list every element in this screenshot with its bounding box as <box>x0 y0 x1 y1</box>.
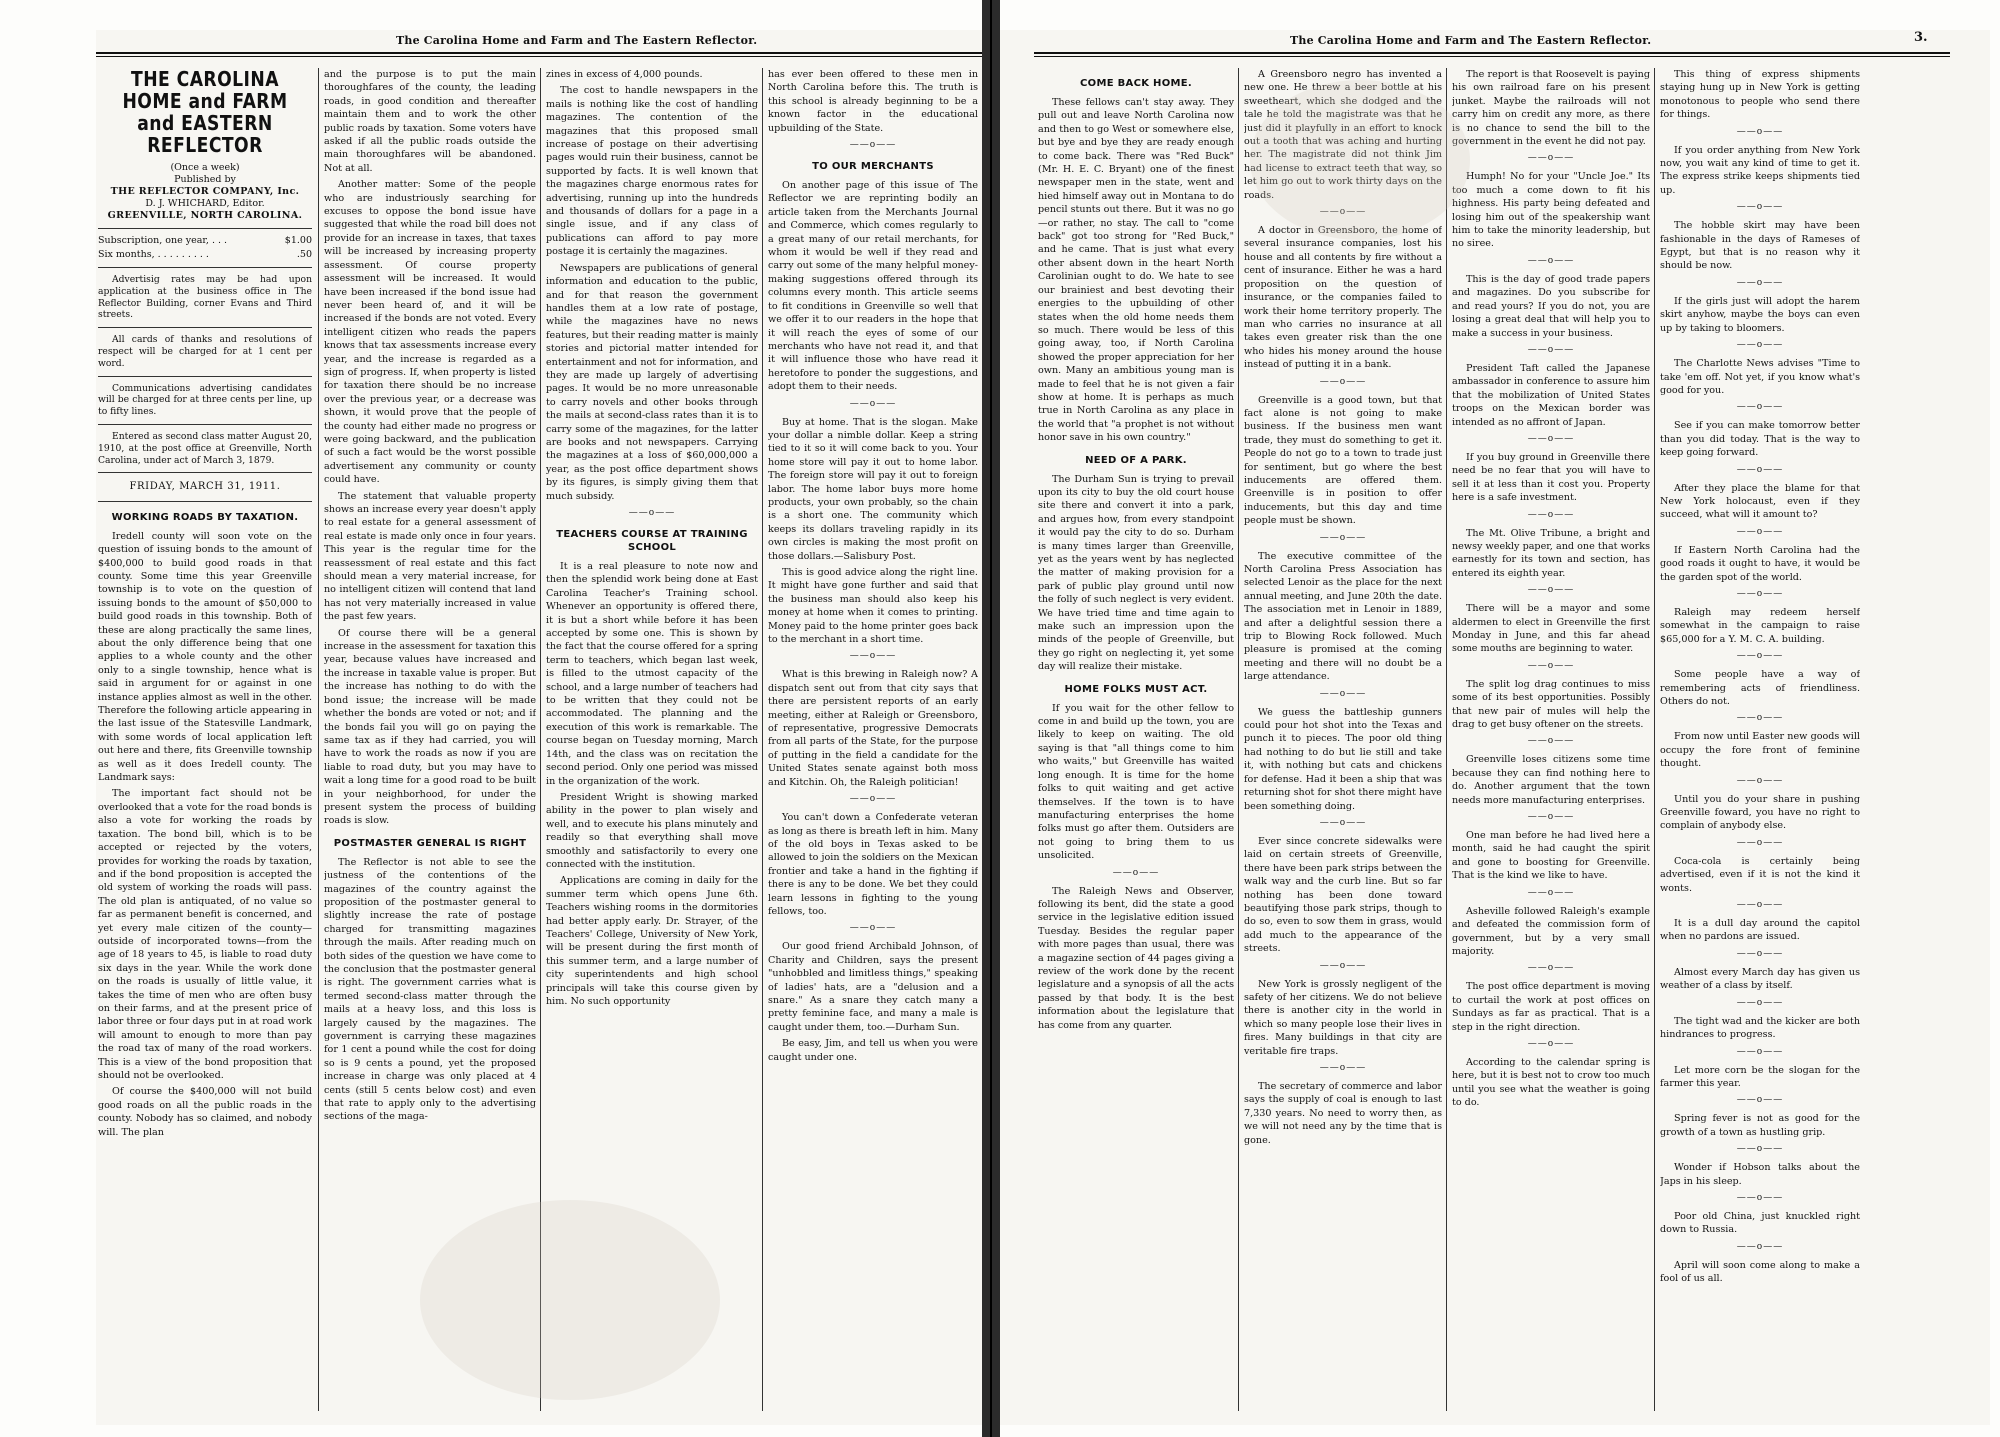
header-rule-right <box>1034 52 1950 54</box>
masthead-divider <box>98 376 312 377</box>
article-paragraph: The tight wad and the kicker are both hindrances to progress. <box>1660 1015 1860 1041</box>
article-paragraph: If you wait for the other fellow to come in and build up the town, you are likely to keep on waiting. The old saying is that "all things come to him who waits," but Greenville has waited long enough. It is time for the home folks to quit waiting and get active themselves. If the town is to have manufacturing enterprises the home folks must go after them. Outsiders are not going to bring them to us unsolicited. <box>1038 702 1234 862</box>
article-paragraph: Wonder if Hobson talks about the Japs in his sleep. <box>1660 1162 1860 1187</box>
section-separator <box>1452 434 1650 445</box>
article-paragraph: Coca-cola is certainly being advertised, even if it is not the kind it wonts. <box>1660 855 1860 894</box>
article-paragraph: The cost to handle newspapers in the mails is nothing like the cost of handling magazines. The contention of the magazines that this proposed small increase of postage on their advertising pages would ruin their business, cannot be supported by facts. It is well known that the magazines charge enormous rates for advertising, running up into the hundreds and thousands of dollars for a page in a single issue, and if any class of publications can afford to pay more postage it is certainly the magazines. <box>546 85 758 258</box>
article-paragraph: Our good friend Archibald Johnson, of Charity and Children, says the present "unhobbled and limitless things," speaking of ladies' hats, are a "delusion and a snare." As a snare they catch many a pretty feminine face, and many a male is caught under them, too.—Durham Sun. <box>768 941 978 1033</box>
header-rule-right-thin <box>1034 56 1950 57</box>
article-paragraph: This thing of express shipments staying hung up in New York is getting monotonous to people who send there for things. <box>1660 69 1860 121</box>
article-paragraph: What is this brewing in Raleigh now? A dispatch sent out from that city says that there are persistent reports of an early meeting, either at Raleigh or Greensboro, of representative, progressive Democrats from all parts of the State, for the purpose of putting in the field a candidate for the United States senate against both moss and Kitchin. Oh, the Raleigh politician! <box>768 669 978 788</box>
masthead-divider <box>98 472 312 473</box>
running-head-left: The Carolina Home and Farm and The Eastern Reflector. <box>396 34 758 47</box>
masthead-divider <box>98 327 312 328</box>
section-separator <box>1660 651 1860 662</box>
section-separator <box>1660 1242 1860 1253</box>
article-heading: WORKING ROADS BY TAXATION. <box>111 511 299 523</box>
article-paragraph: If the girls just will adopt the harem skirt anyhow, maybe the boys can even up by taking to bloomers. <box>1660 295 1860 334</box>
section-separator <box>1660 278 1860 289</box>
section-separator <box>1452 256 1650 267</box>
article-paragraph: The important fact should not be overlooked that a vote for the road bonds is also a vote for working the roads by taxation. The bond bill, which is to be accepted or rejected by the voters, provides for working the roads by taxation, and if the bond proposition is accepted the old system of working the roads will pass. The old plan is antiquated, of no value so far as permanent benefit is concerned, and yet every male citizen of the county—outside of incorporated towns—from the age of 18 years to 45, is liable to road duty six days in the year. While the work done on the roads is usually of little value, it takes the time of men who are often busy on their farms, and at the present price of labor three or four days put in at road work will amount to enough to more than pay the road tax of many of the road workers. This is a view of the bond proposition that should not be overlooked. <box>98 788 312 1082</box>
masthead <box>98 68 312 502</box>
communications-notice: Communications advertising candidates will be charged for at three cents per line, up to fifty lines. <box>98 382 312 418</box>
running-head-right: The Carolina Home and Farm and The Eastern Reflector. <box>1290 34 1652 47</box>
section-separator <box>1660 713 1860 724</box>
article-paragraph: The executive committee of the North Carolina Press Association has selected Lenoir as the place for the next annual meeting, and June 20th the date. The association met in Lenoir in 1889, and after a delightful session there a trip to Blowing Rock followed. Much pleasure is promised at the coming meeting and there will no doubt be a large attendance. <box>1244 550 1442 683</box>
article-paragraph: Until you do your share in pushing Greenville foward, you have no right to complain of anybody else. <box>1660 793 1860 832</box>
article-paragraph: Let more corn be the slogan for the farmer this year. <box>1660 1064 1860 1089</box>
article-paragraph: From now until Easter new goods will occupy the fore front of feminine thought. <box>1660 731 1860 770</box>
section-separator <box>1660 1095 1860 1106</box>
article-paragraph: One man before he had lived here a month, said he had caught the spirit and gone to boosting for Greenville. That is the kind we like to have. <box>1452 830 1650 882</box>
article-paragraph: Newspapers are publications of general information and education to the public, and for that reason the government handles them at a low rate of postage, while the magazines have no news features, but their reading matter is mainly stories and pictorial matter intended for entertainment and not for information, and they are made up largely of advertising pages. It would be no more unreasonable to carry novels and other books through the mails at second-class rates than it is to carry some of the magazines, for the latter are books and not newspapers. Carrying the magazines at a loss of $60,000,000 a year, as the post office department shows by its figures, is simply giving them that much subsidy. <box>546 262 758 502</box>
article-paragraph: The post office department is moving to curtail the work at post offices on Sundays as far as practical. That is a step in the right direction. <box>1452 981 1650 1033</box>
section-separator <box>1660 340 1860 351</box>
article-paragraph: Almost every March day has given us weather of a class by itself. <box>1660 966 1860 992</box>
article-paragraph: The secretary of commerce and labor says the supply of coal is enough to last 7,330 years. No need to worry then, as we will not need any by the time that is gone. <box>1244 1081 1442 1146</box>
article-paragraph: The split log drag continues to miss some of its best opportunities. Possibly that new pair of mules will help the drag to get busy oftener on the streets. <box>1452 678 1650 731</box>
section-separator <box>1244 533 1442 544</box>
article-paragraph: New York is grossly negligent of the safety of her citizens. We do not believe there is another city in the world in which so many people lose their lives in fires. Many buildings in that city are veritable fire traps. <box>1244 978 1442 1057</box>
page-number: 3. <box>1914 30 1928 45</box>
masthead-divider <box>98 424 312 425</box>
section-separator <box>1660 202 1860 213</box>
article-heading: POSTMASTER GENERAL IS RIGHT <box>333 837 527 849</box>
section-separator <box>1660 838 1860 849</box>
subscription-year-price: $1.00 <box>284 235 312 246</box>
section-separator <box>1660 589 1860 600</box>
masthead-divider <box>98 267 312 268</box>
left-col-2 <box>324 68 536 1419</box>
article-paragraph: Another matter: Some of the people who are industriously searching for excuses to oppose the bond issue have suggested that while the road bill does not provide for an increase in taxes, that taxes will be increased by increasing property assessment. Of course property assessment will be increased. It would have been increased if the bond issue had never been heard of, and it will be increased if the bonds are not voted. Every intelligent citizen who reads the papers knows that tax assessments increase every year, and the increase is regarded as a sign of progress. If, when property is listed for taxation there should be no increase over the previous year, or a decrease was shown, it would prove that the people of the county had either made no progress or were going backward, and the publication of such a fact would be the worst possible advertisement any community or county could have. <box>324 179 536 486</box>
article-paragraph: These fellows can't stay away. They pull out and leave North Carolina now and then to go West or somewhere else, but bye and bye they are ready enough to come back. There was "Red Buck" (Mr. H. E. C. Bryant) one of the finest newspaper men in the state, went and hied himself away out in Montana to do pencil stunts out there. But it was no go—or rather, no stay. The call to "come back" got too strong for "Red Buck," and he came. That is just what every other absent down in the heart North Carolinian ought to do. We hate to see our brainiest and best devoting their energies to the upbuilding of other states when the old home needs them so much. There would be less of this going away, too, if North Carolina showed the proper appreciation for her own. Many an ambitious young man is made to feel that he is not given a fair show at home. It is perhaps as much true in North Carolina as any place in the world that "a prophet is not without honor save in his own country." <box>1038 97 1234 444</box>
section-separator <box>1244 207 1442 218</box>
article-paragraph: Greenville loses citizens some time because they can find nothing here to do. Another argument that the town needs more manufacturing enterprises. <box>1452 754 1650 806</box>
article-paragraph: We guess the battleship gunners could pour hot shot into the Texas and punch it to pieces. The poor old thing had nothing to do but lie still and take it, with nothing but cats and chickens for defense. Had it been a ship that was returning shot for shot there might have been something doing. <box>1244 706 1442 812</box>
column-rule <box>540 68 541 1411</box>
article-paragraph: Of course there will be a general increase in the assessment for taxation this year, because values have increased and the increase in taxable value is proper. But the increase has nothing to do with the bond issue; the increase will be made whether the bonds are voted or not; and if the bonds fail you will go on paying the same tax as if they had carried, you will have to work the roads as now if you are liable to road duty, but you may have to wait a long time for a good road to be built in your neighborhood, for under the present system the process of building roads is slow. <box>324 627 536 827</box>
article-heading: NEED OF A PARK. <box>1085 454 1187 466</box>
section-separator <box>1660 1047 1860 1058</box>
section-separator <box>768 399 978 410</box>
section-separator <box>1660 998 1860 1009</box>
section-separator <box>1038 868 1234 879</box>
section-separator <box>1244 689 1442 700</box>
article-paragraph: has ever been offered to these men in North Carolina before this. The truth is this school is already beginning to be a known factor in the educational upbuilding of the State. <box>768 69 978 134</box>
article-paragraph: The Mt. Olive Tribune, a bright and newsy weekly paper, and one that works earnestly for its town and section, has entered its eighth year. <box>1452 527 1650 579</box>
column-rule <box>1238 68 1239 1411</box>
right-page <box>1000 30 1990 1425</box>
article-paragraph: The Durham Sun is trying to prevail upon its city to buy the old court house site there and convert it into a park, and argues how, from every standpoint it would pay the city to do so. Durham is many times larger than Greenville, yet as the years went by has neglected the matter of making provision for a park of public play ground until now the folly of such neglect is very evident. We have tried time and time again to make such an impression upon the minds of the people of Greenville, but they go right on neglecting it, yet some day will realize their mistake. <box>1038 473 1234 673</box>
section-separator <box>1452 661 1650 672</box>
article-paragraph: President Wright is showing marked ability in the power to plan wisely and well, and to execute his plans minutely and readily so that everything shall move smoothly and satisfactorily to every one connected with the institution. <box>546 791 758 870</box>
article-paragraph: Iredell county will soon vote on the question of issuing bonds to the amount of $400,000 to build good roads in that county. Some time this year Greenville township is to vote on the question of issuing bonds to the amount of $50,000 to build good roads in this township. Both of these are along practically the same lines, about the only difference being that one applies to a whole county and the other only to a single township, hence what is said in argument for or against in one instance applies almost as well in the other. Therefore the following article appearing in the last issue of the Statesville Landmark, with some words of local application left out here and there, fits Greenville township as well as it does Iredell county. The Landmark says: <box>98 530 312 784</box>
article-paragraph: Be easy, Jim, and tell us when you were caught under one. <box>768 1038 978 1063</box>
masthead-divider <box>98 228 312 229</box>
section-separator <box>768 923 978 934</box>
subscription-six-label: Six months, . . . . . . . . . <box>98 249 209 260</box>
article-paragraph: Spring fever is not as good for the growth of a town as hustling grip. <box>1660 1113 1860 1138</box>
article-paragraph: Raleigh may redeem herself somewhat in the campaign to raise $65,000 for a Y. M. C. A. building. <box>1660 606 1860 645</box>
section-separator <box>1244 818 1442 829</box>
section-separator <box>1452 510 1650 521</box>
advertising-notice: Advertisig rates may be had upon application at the business office in The Reflector Building, corner Evans and Third streets. <box>98 274 312 321</box>
masthead-published-by: Published by <box>174 174 236 185</box>
article-paragraph: Ever since concrete sidewalks were laid on certain streets of Greenville, there have been park strips between the walk way and the curb line. But so far nothing has been done toward beautifying those park strips, though to do so, even to sow them in grass, would add much to the appearance of the streets. <box>1244 835 1442 955</box>
article-paragraph: The report is that Roosevelt is paying his own railroad fare on his present junket. Maybe the railroads will not carry him on credit any more, as there is no chance to send the bill to the government in the event he did not pay. <box>1452 69 1650 148</box>
section-separator <box>1452 345 1650 356</box>
right-col-3 <box>1452 68 1650 1419</box>
entered-notice: Entered as second class matter August 20, 1910, at the post office at Greenville, North Carolina, under act of March 3, 1879. <box>98 430 312 466</box>
left-col-1 <box>98 68 312 1419</box>
article-paragraph: Poor old China, just knuckled right down to Russia. <box>1660 1210 1860 1236</box>
article-paragraph: and the purpose is to put the main thoroughfares of the county, the leading roads, in good condition and thereafter maintain them and to work the other public roads by taxation. Some voters have asked if all the public roads outside the main thoroughfares will be abandoned. Not at all. <box>324 69 536 174</box>
article-paragraph: This is the day of good trade papers and magazines. Do you subscribe for and read yours? If you do not, you are losing a great deal that will help you to make a success in your business. <box>1452 273 1650 339</box>
section-separator <box>1452 888 1650 899</box>
article-paragraph: After they place the blame for that New York holocaust, even if they succeed, what will it amount to? <box>1660 482 1860 521</box>
article-paragraph: There will be a mayor and some aldermen to elect in Greenville the first Monday in June, and this far ahead some mouths are beginning to water. <box>1452 603 1650 655</box>
article-paragraph: It is a dull day around the capitol when no pardons are issued. <box>1660 918 1860 943</box>
article-paragraph: Greenville is a good town, but that fact alone is not going to make business. If the business men want trade, they must do something to get it. People do not go to a town to trade just for sentiment, but go where the best inducements are offered them. Greenville is in position to offer inducements, but this day and time people must be shown. <box>1244 394 1442 527</box>
article-paragraph: Humph! No for your "Uncle Joe." Its too much a come down to fit his highness. His party being defeated and losing him out of the speakership want him to take the minority leadership, but no siree. <box>1452 171 1650 250</box>
article-paragraph: If you order anything from New York now, you wait any kind of time to get it. The express strike keeps shipments tied up. <box>1660 144 1860 196</box>
article-paragraph: See if you can make tomorrow better than you did today. That is the way to keep going forward. <box>1660 420 1860 459</box>
article-paragraph: Some people have a way of remembering acts of friendliness. Others do not. <box>1660 669 1860 707</box>
article-paragraph: It is a real pleasure to note now and then the splendid work being done at East Carolina Teacher's Training school. Whenever an opportunity is offered there, it is but a short while before it has been accepted by some one. This is shown by the fact that the course offered for a spring term to teachers, which began last week, is filled to the utmost capacity of the school, and a large number of teachers had to be written that they could not be accommodated. The planning and the execution of this work is remarkable. The course began on Tuesday morning, March 14th, and the class was on recitation the second period. Only one period was missed in the organization of the work. <box>546 561 758 787</box>
masthead-divider <box>98 501 312 502</box>
subscription-year-label: Subscription, one year, . . . <box>98 235 228 246</box>
article-paragraph: If Eastern North Carolina had the good roads it ought to have, it would be the garden spot of the world. <box>1660 544 1860 583</box>
section-separator <box>768 794 978 805</box>
article-paragraph: The Reflector is not able to see the justness of the contentions of the magazines of the country against the proposition of the postmaster general to slightly increase the rate of postage charged for transmitting magazines through the mails. After reading much on both sides of the question we have come to the conclusion that the postmaster general is right. The government carries what is termed second-class matter through the mails at a heavy loss, and this loss is largely caused by the magazines. The government is carrying these magazines for 1 cent a pound while the cost for doing so is 9 cents a pound, yet the proposed increase in charge was only placed at 4 cents (still 5 cents below cost) and even that rate to apply only to the advertising sections of the maga- <box>324 856 536 1123</box>
article-paragraph: The Raleigh News and Observer, following its bent, did the state a good service in the legislative edition issued Tuesday. Besides the regular paper with more pages than usual, there was a magazine section of 44 pages giving a review of the work done by the recent legislature and a synopsis of all the acts passed by that body. It is the best information about the legislature that has come from any quarter. <box>1038 885 1234 1031</box>
subscription-year-row <box>98 235 312 247</box>
section-separator <box>1660 465 1860 476</box>
article-paragraph: The statement that valuable property shows an increase every year doesn't apply to real estate for a general assessment of real estate is made only once in four years. This year is the regular time for the reassessment of real estate and this fact should mean a very material increase, for no intelligent citizen will contend that land has not very materially increased in value the past few years. <box>324 490 536 623</box>
article-paragraph: You can't down a Confederate veteran as long as there is breath left in him. Many of the old boys in Texas asked to be allowed to join the soldiers on the Mexican frontier and take a hand in the fighting if there is any to be done. We bet they could learn lessons in fighting to the young fellows, too. <box>768 812 978 917</box>
article-paragraph: April will soon come along to make a fool of us all. <box>1660 1259 1860 1285</box>
masthead-publisher: THE REFLECTOR COMPANY, Inc. <box>110 186 300 197</box>
section-separator <box>1452 1039 1650 1050</box>
masthead-title: THE CAROLINA HOME and FARM and EASTERN REFLECTOR <box>122 68 288 157</box>
column-rule <box>1654 68 1655 1411</box>
section-separator <box>768 651 978 662</box>
section-separator <box>1452 963 1650 974</box>
article-paragraph: The Charlotte News advises "Time to take 'em off. Not yet, if you know what's good for you. <box>1660 358 1860 396</box>
section-separator <box>1660 1144 1860 1155</box>
section-separator <box>1244 377 1442 388</box>
article-paragraph: According to the calendar spring is here, but it is best not to crow too much until you see what the weather is going to do. <box>1452 1056 1650 1109</box>
section-separator <box>1660 900 1860 911</box>
left-page <box>96 30 982 1425</box>
column-rule <box>318 68 319 1411</box>
masthead-frequency: (Once a week) <box>170 162 240 173</box>
right-col-1 <box>1038 68 1234 1419</box>
masthead-place: GREENVILLE, NORTH CAROLINA. <box>107 210 303 221</box>
column-rule <box>762 68 763 1411</box>
section-separator <box>1244 1063 1442 1074</box>
section-separator <box>1660 402 1860 413</box>
section-separator <box>1660 1193 1860 1204</box>
article-paragraph: If you buy ground in Greenville there need be no fear that you will have to sell it at less than it cost you. Property here is a safe investment. <box>1452 451 1650 504</box>
article-heading: HOME FOLKS MUST ACT. <box>1064 683 1208 695</box>
article-paragraph: A Greensboro negro has invented a new one. He threw a beer bottle at his sweetheart, which she dodged and the tale he told the magistrate was that he just did it playfully in an effort to knock out a tooth that was aching and hurting her. The magistrate did not think Jim had license to extract teeth that way, so let him go out to work thirty days on the roads. <box>1244 69 1442 201</box>
header-rule-left <box>96 52 982 54</box>
section-separator <box>1452 585 1650 596</box>
article-paragraph: Asheville followed Raleigh's example and defeated the commission form of government, but by a very small majority. <box>1452 905 1650 957</box>
section-separator <box>1244 961 1442 972</box>
article-paragraph: The hobble skirt may have been fashionable in the days of Rameses of Egypt, but that is no reason why it should be now. <box>1660 220 1860 272</box>
header-rule-left-thin <box>96 56 982 57</box>
article-paragraph: zines in excess of 4,000 pounds. <box>546 69 703 80</box>
subscription-six-price: .50 <box>296 249 312 260</box>
section-separator <box>1452 812 1650 823</box>
right-col-2 <box>1244 68 1442 1419</box>
article-heading: TO OUR MERCHANTS <box>812 161 934 173</box>
article-paragraph: A doctor in Greensboro, the home of several insurance companies, lost his house and all contents by fire without a cent of insurance. Either he was a hard proposition on the question of insurance, or the companies failed to work their home territory properly. The man who carries no insurance at all takes even greater risk than the one who hides his money around the house instead of putting it in a bank. <box>1244 225 1442 371</box>
article-paragraph: On another page of this issue of The Reflector we are reprinting bodily an article taken from the Merchants Journal and Commerce, which comes regularly to a great many of our retail merchants, for whom it would be well if they read and carry out some of the many helpful money-making suggestions offered through its columns every month. This article seems to fit conditions in Greenville so well that we offer it to our readers in the hope that it will reach the eyes of some of our merchants who have not read it, and that it will influence those who have read it heretofore to ponder the suggestions, and adopt them to their needs. <box>768 180 978 393</box>
right-col-4 <box>1660 68 1860 1419</box>
section-separator <box>1452 153 1650 164</box>
article-paragraph: This is good advice along the right line. It might have gone further and said that the business man should also keep his money at home when it comes to printing. Money paid to the home printer goes back to the merchant in a short time. <box>768 567 978 646</box>
column-rule <box>1446 68 1447 1411</box>
section-separator <box>1660 949 1860 960</box>
section-separator <box>1660 127 1860 138</box>
article-heading: TEACHERS COURSE AT TRAINING SCHOOL <box>556 529 748 553</box>
masthead-editor: D. J. WHICHARD, Editor. <box>145 198 265 209</box>
section-separator <box>768 140 978 151</box>
article-heading: COME BACK HOME. <box>1080 78 1192 89</box>
cards-notice: All cards of thanks and resolutions of respect will be charged for at 1 cent per word. <box>98 334 312 369</box>
article-paragraph: Of course the $400,000 will not build good roads on all the public roads in the county. Nobody has so claimed, and nobody will. The plan <box>98 1086 312 1138</box>
section-separator <box>1452 736 1650 747</box>
issue-date: FRIDAY, MARCH 31, 1911. <box>129 481 281 493</box>
left-col-4 <box>768 68 978 1419</box>
article-paragraph: President Taft called the Japanese ambassador in conference to assure him that the mobilization of United States troops on the Mexican border was intended as no affront of Japan. <box>1452 362 1650 428</box>
article-paragraph: Applications are coming in daily for the summer term which opens June 6th. Teachers wishing rooms in the dormitories had better apply early. Dr. Strayer, of the Teachers' College, University of New York, will be present during the first month of this summer term, and a large number of city superintendents and high school principals will take this course given by him. No such opportunity <box>546 875 758 1007</box>
gutter-edge <box>990 0 992 1437</box>
left-col-3 <box>546 68 758 1419</box>
section-separator <box>546 508 758 519</box>
article-paragraph: Buy at home. That is the slogan. Make your dollar a nimble dollar. Keep a string tied to it so it will come back to you. Your home store will pay it out to home labor. The foreign store will pay it out to foreign labor. The home labor buys more home products, your own probably, so the chain is a short one. The community which keeps its dollars traveling rapidly in its own circles is making the most profit on those dollars.—Salisbury Post. <box>768 416 978 562</box>
section-separator <box>1660 776 1860 787</box>
section-separator <box>1660 527 1860 538</box>
subscription-six-row <box>98 249 312 261</box>
